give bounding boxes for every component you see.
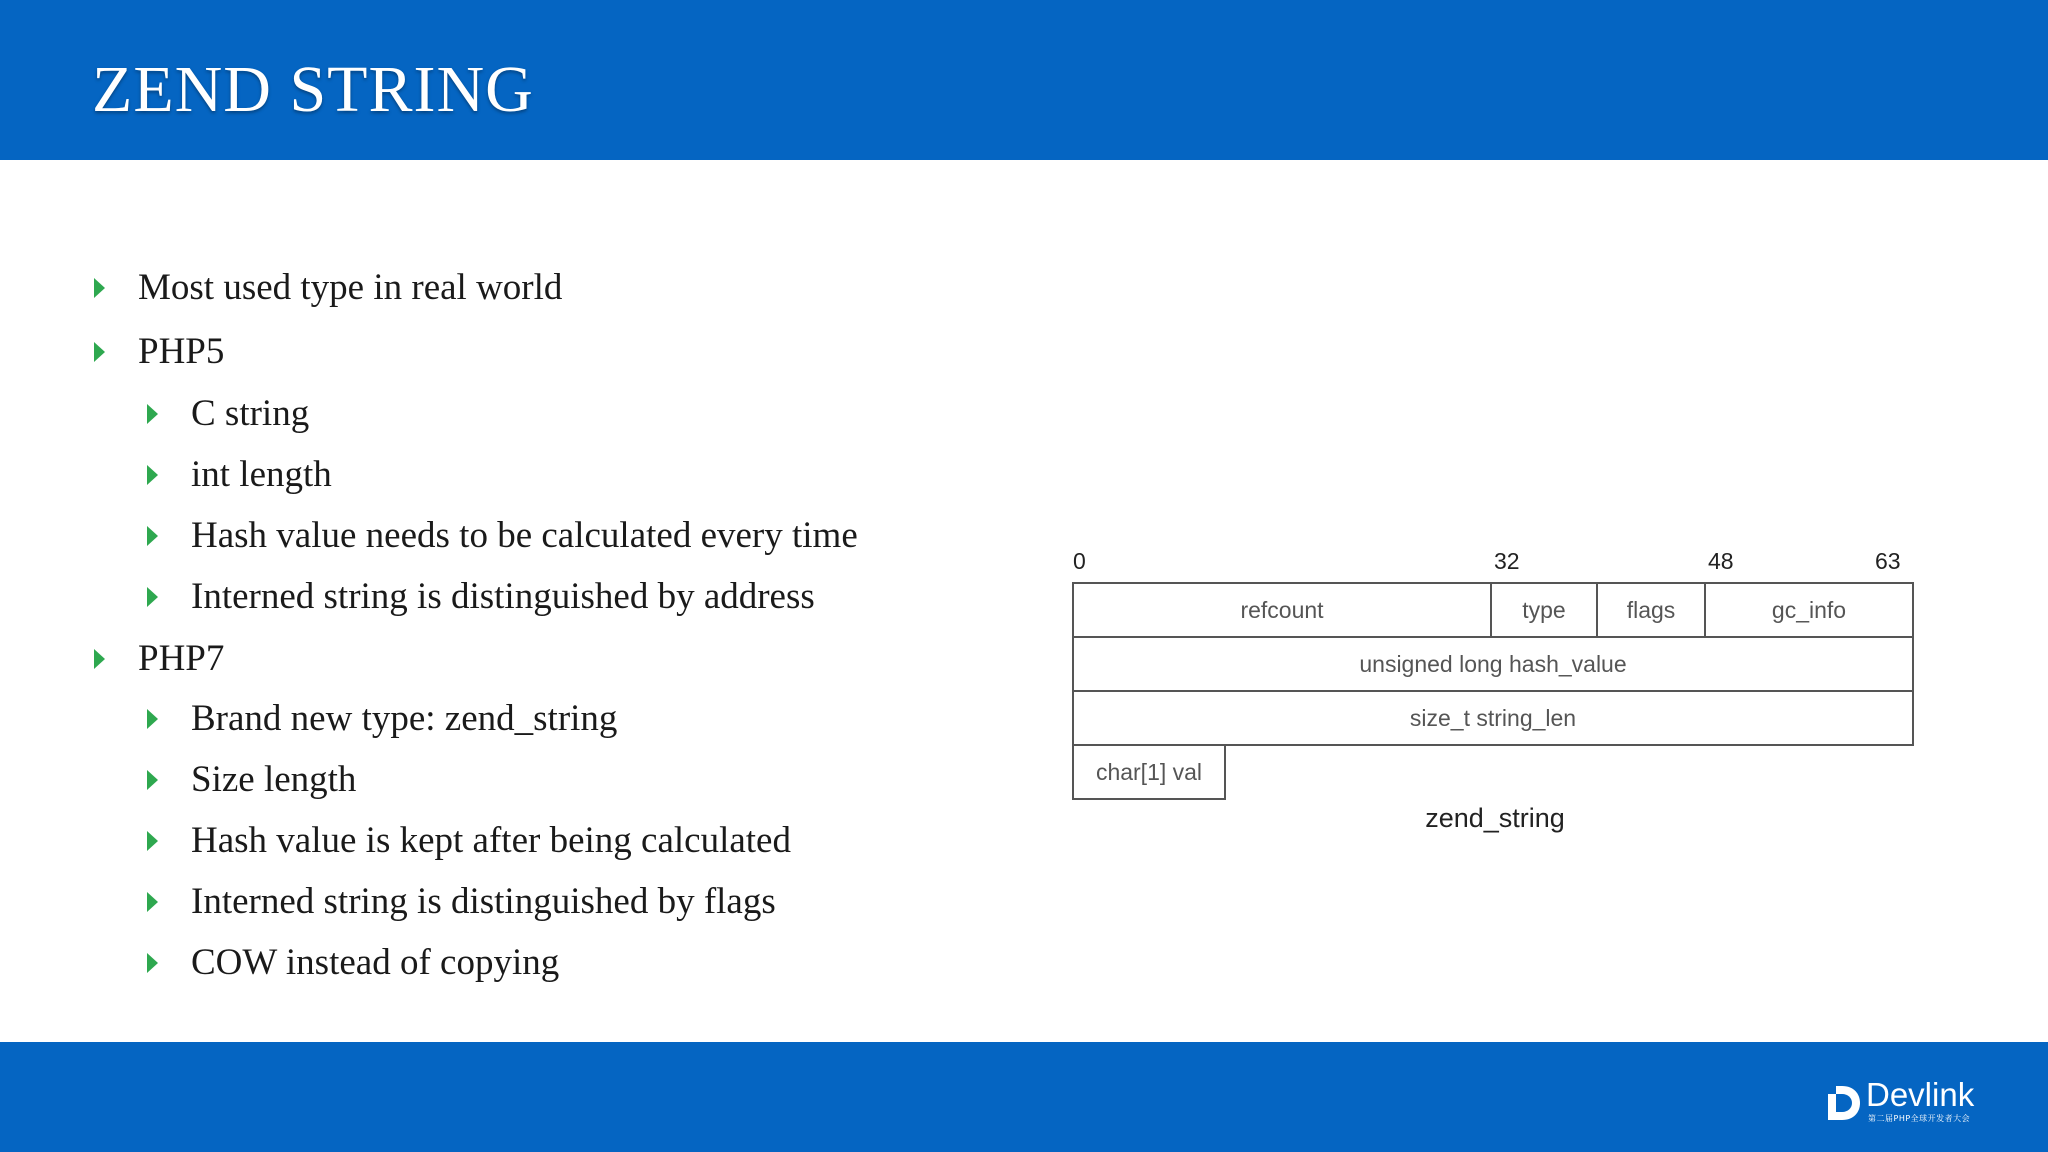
bullet-arrow-icon	[94, 278, 105, 298]
bullet-text: Hash value needs to be calculated every time	[191, 515, 858, 556]
bullet-text: Hash value is kept after being calculated	[191, 820, 791, 861]
footer-bar	[0, 1042, 2048, 1152]
field-gc-info: gc_info	[1704, 582, 1914, 638]
field-flags: flags	[1596, 582, 1706, 638]
diagram-caption: zend_string	[1425, 803, 1565, 833]
bit-offset-label: 48	[1708, 548, 1734, 574]
logo-subtitle: 第二届PHP全球开发者大会	[1868, 1114, 1971, 1123]
slide-title: ZEND STRING	[92, 53, 534, 126]
field-string-len: size_t string_len	[1072, 690, 1914, 746]
bullet-text: Brand new type: zend_string	[191, 698, 618, 739]
bullet-arrow-icon	[147, 892, 158, 912]
bit-offset-label: 63	[1875, 548, 1901, 574]
bullet-item	[94, 637, 224, 680]
bit-offset-label: 0	[1073, 548, 1086, 574]
devlink-d-icon	[1826, 1084, 1862, 1122]
bullet-arrow-icon	[147, 526, 158, 546]
bullet-text: PHP5	[138, 331, 225, 372]
devlink-logo	[1826, 1076, 1986, 1124]
bullet-list	[0, 0, 1000, 1040]
bullet-arrow-icon	[147, 831, 158, 851]
sub-bullet-item	[147, 880, 776, 923]
sub-bullet-item	[147, 514, 858, 557]
sub-bullet-item	[147, 758, 356, 801]
logo-text: Devlink	[1866, 1076, 1975, 1113]
bullet-arrow-icon	[147, 770, 158, 790]
bullet-text: Interned string is distinguished by flags	[191, 881, 776, 922]
bit-offset-label: 32	[1494, 548, 1520, 574]
bullet-text: int length	[191, 454, 332, 495]
sub-bullet-item	[147, 819, 791, 862]
bullet-arrow-icon	[147, 404, 158, 424]
zend-string-struct-diagram	[1070, 548, 1920, 848]
sub-bullet-item	[147, 453, 332, 496]
bullet-text: C string	[191, 393, 310, 434]
bullet-arrow-icon	[147, 709, 158, 729]
bullet-arrow-icon	[147, 953, 158, 973]
field-refcount: refcount	[1072, 582, 1492, 638]
sub-bullet-item	[147, 941, 559, 984]
bullet-item	[94, 266, 562, 309]
bullet-arrow-icon	[94, 342, 105, 362]
bullet-arrow-icon	[147, 587, 158, 607]
bullet-item	[94, 330, 224, 373]
field-hash-value: unsigned long hash_value	[1072, 636, 1914, 692]
bullet-text: PHP7	[138, 638, 225, 679]
bullet-text: COW instead of copying	[191, 942, 560, 983]
bullet-arrow-icon	[147, 465, 158, 485]
bullet-arrow-icon	[94, 649, 105, 669]
bullet-text: Size length	[191, 759, 357, 800]
sub-bullet-item	[147, 697, 617, 740]
field-char-val: char[1] val	[1072, 744, 1226, 800]
field-type: type	[1490, 582, 1598, 638]
bullet-text: Most used type in real world	[138, 267, 563, 308]
sub-bullet-item	[147, 575, 815, 618]
sub-bullet-item	[147, 392, 309, 435]
bullet-text: Interned string is distinguished by address	[191, 576, 815, 617]
